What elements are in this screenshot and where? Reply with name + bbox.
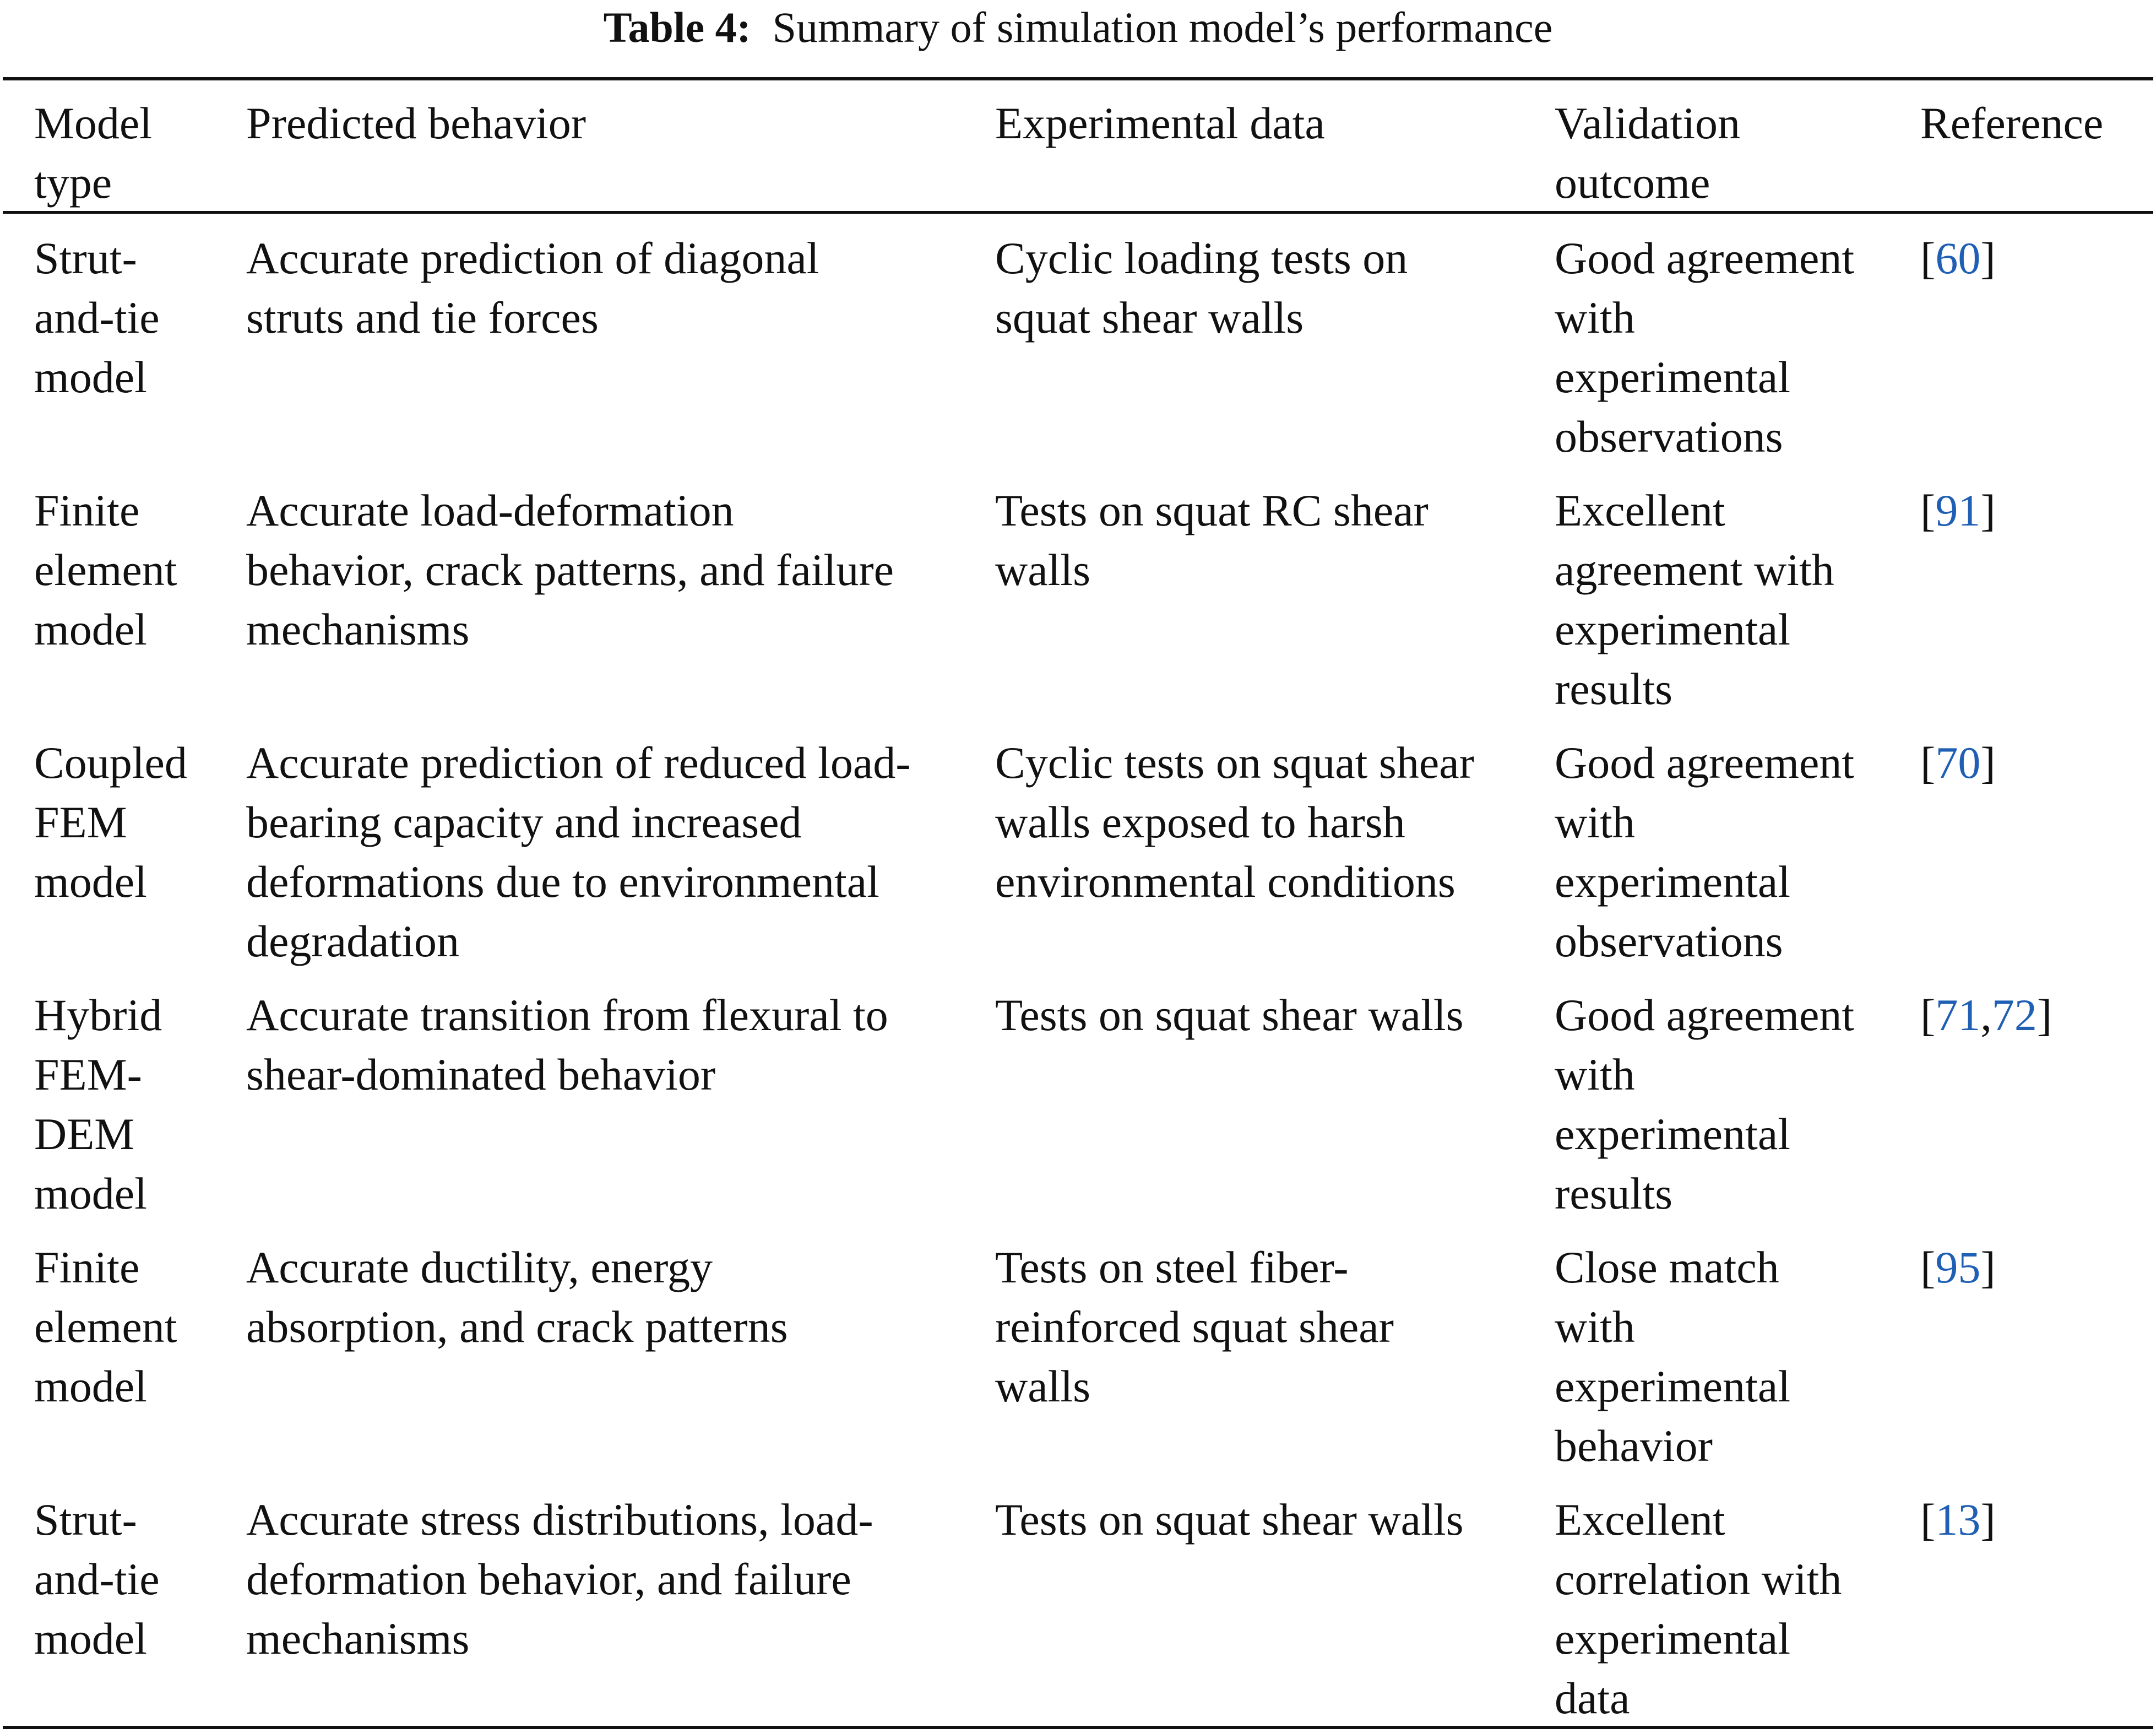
row-3-validation-outcome: Good agreement with experimental observations [1555,738,1855,966]
row-3-predicted-behavior: Accurate prediction of reduced load- bearing capacity and increased deformations due to environmental degradation [246,738,911,966]
row-6-model-type: Strut- and-tie model [34,1494,160,1664]
row-1-predicted-behavior: Accurate prediction of diagonal struts and tie forces [246,233,819,343]
reference-link[interactable]: 60 [1935,233,1981,283]
header-experimental-data: Experimental data [995,98,1325,148]
row-2-predicted-behavior: Accurate load-deformation behavior, crack patterns, and failure mechanisms [246,485,894,654]
table-bottom-rule [3,1726,2153,1729]
row-5-predicted-behavior: Accurate ductility, energy absorption, and crack patterns [246,1242,788,1352]
row-5-experimental-data: Tests on steel fiber- reinforced squat shear walls [995,1242,1394,1411]
row-1-experimental-data: Cyclic loading tests on squat shear walls [995,233,1408,343]
row-4-experimental-data: Tests on squat shear walls [995,990,1464,1040]
row-1-model-type: Strut- and-tie model [34,233,160,402]
row-3-experimental-data: Cyclic tests on squat shear walls exposed to harsh environmental conditions [995,738,1474,907]
row-4-reference: [71,72] [1920,990,2052,1040]
table-caption-title: Summary of simulation model’s performance [772,3,1553,51]
row-2-reference: [91] [1920,485,1996,535]
row-2-model-type: Finite element model [34,485,177,654]
reference-link[interactable]: 13 [1935,1494,1981,1545]
reference-link[interactable]: 91 [1935,485,1981,535]
reference-link[interactable]: 70 [1935,738,1981,788]
row-6-validation-outcome: Excellent correlation with experimental data [1555,1494,1842,1723]
reference-link[interactable]: 95 [1935,1242,1981,1292]
table-caption [0,0,2156,55]
row-1-reference: [60] [1920,233,1996,283]
row-2-validation-outcome: Excellent agreement with experimental results [1555,485,1834,714]
table-caption-label: Table 4: [603,3,751,51]
row-3-reference: [70] [1920,738,1996,788]
table-header-rule [3,211,2153,214]
header-predicted-behavior: Predicted behavior [246,98,586,148]
row-5-validation-outcome: Close match with experimental behavior [1555,1242,1791,1471]
row-3-model-type: Coupled FEM model [34,738,187,907]
reference-link[interactable]: 71 [1935,990,1981,1040]
row-2-experimental-data: Tests on squat RC shear walls [995,485,1429,595]
row-6-predicted-behavior: Accurate stress distributions, load- deformation behavior, and failure mechanisms [246,1494,873,1664]
row-5-reference: [95] [1920,1242,1996,1292]
row-4-validation-outcome: Good agreement with experimental results [1555,990,1855,1218]
header-model-type: Model type [34,98,153,208]
reference-link[interactable]: 72 [1991,990,2037,1040]
header-reference: Reference [1920,98,2104,148]
row-4-model-type: Hybrid FEM- DEM model [34,990,162,1218]
header-validation-outcome: Validation outcome [1555,98,1741,208]
row-5-model-type: Finite element model [34,1242,177,1411]
row-6-experimental-data: Tests on squat shear walls [995,1494,1464,1545]
row-1-validation-outcome: Good agreement with experimental observations [1555,233,1855,462]
row-4-predicted-behavior: Accurate transition from flexural to shear-dominated behavior [246,990,888,1100]
table-top-rule [3,77,2153,80]
row-6-reference: [13] [1920,1494,1996,1545]
